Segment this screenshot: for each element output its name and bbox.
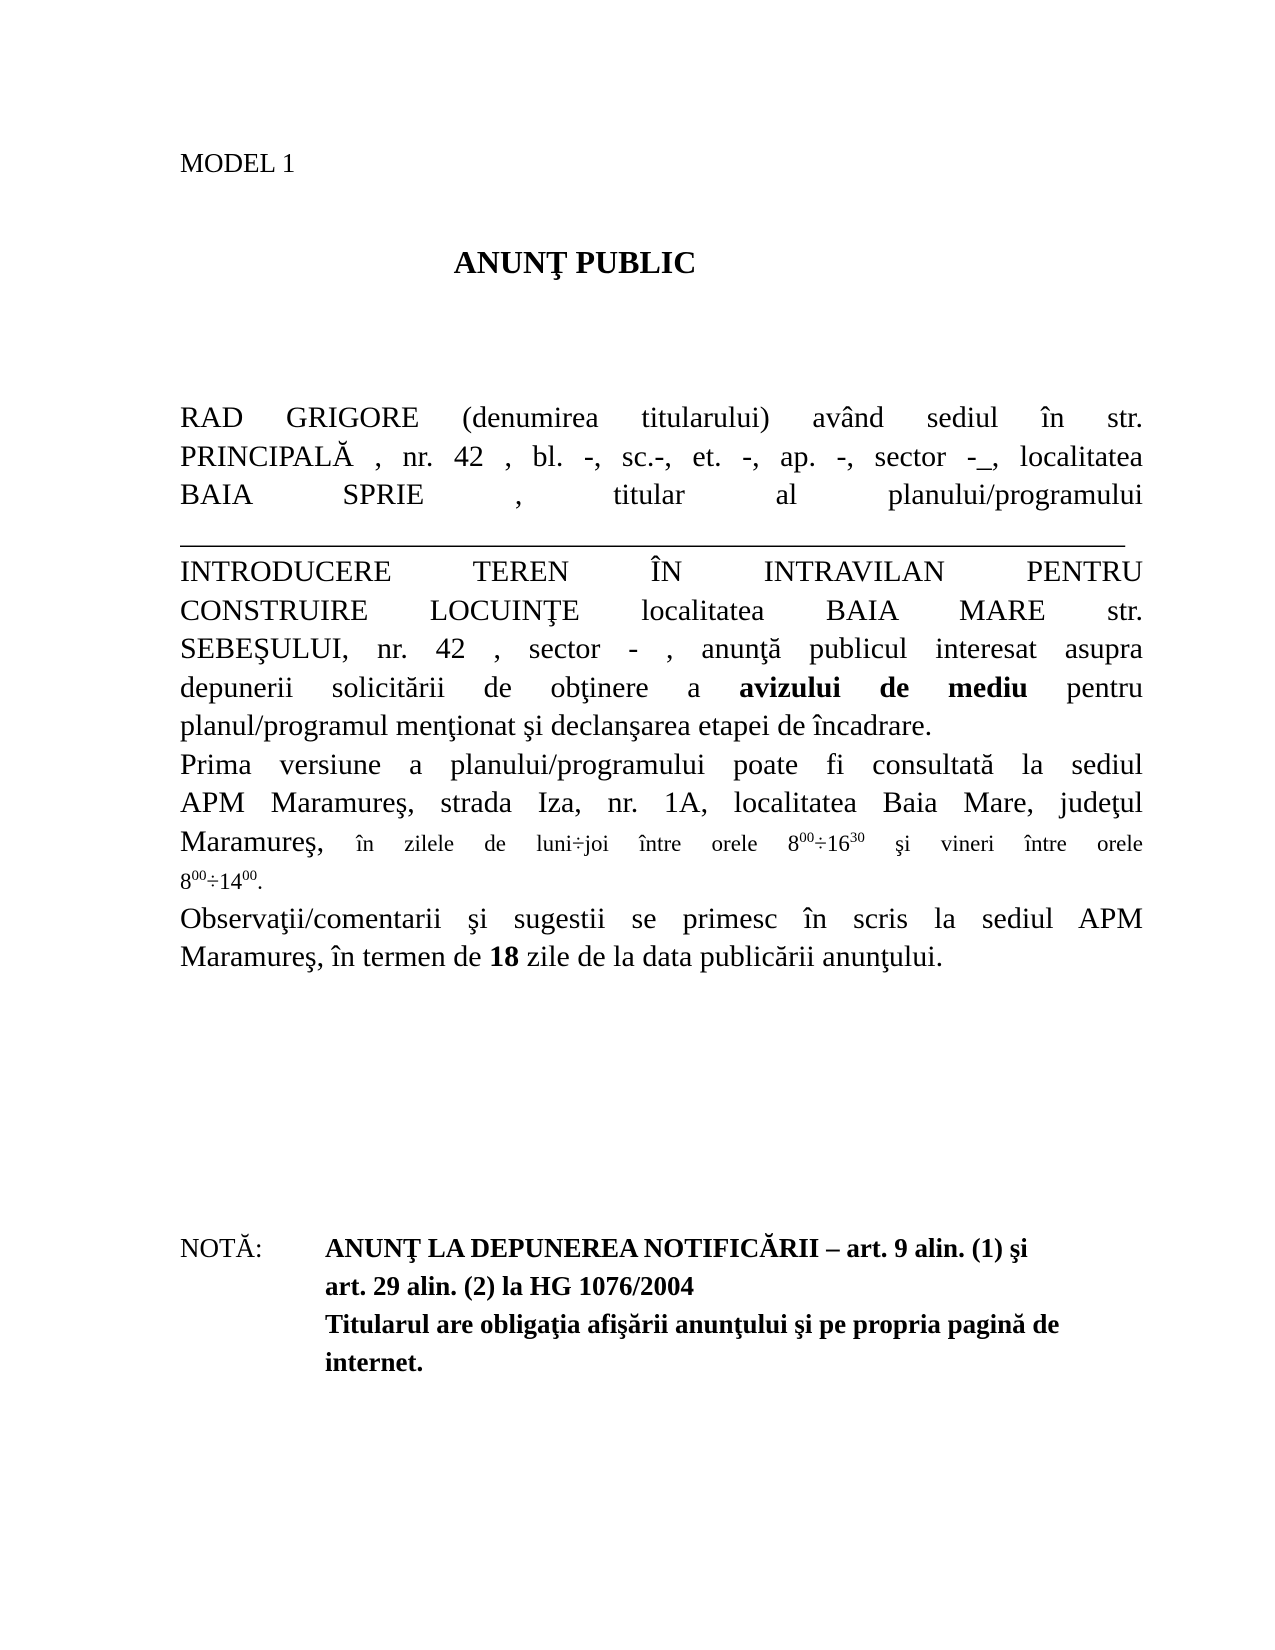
body-text-run: ÷14 [206,869,243,894]
note-text [325,1229,1140,1381]
body-text-run: în zilele de luni÷joi între orele 8 [356,830,800,856]
body-text-run: Maramureş, [180,824,357,858]
body-text-run: PRINCIPALĂ , nr. 42 , bl. -, sc.-, et. -, ap. -, sector -_, localitatea [180,439,1143,473]
body-line [180,438,1143,477]
body-line [180,823,1143,862]
body-text-run: pentru [1027,670,1143,704]
body-line [180,746,1143,785]
body-text-run: . [257,869,263,894]
underscore-fill-line [180,515,1143,554]
body-text-run: Observaţii/comentarii şi sugestii se primesc în scris la sediul APM [180,901,1143,935]
body-line [180,399,1143,438]
announcement-body [180,399,1143,977]
note-label: NOTĂ: [180,1233,263,1263]
body-text-run: Prima versiune a planului/programului poate fi consultată la sediul [180,747,1143,781]
body-text-run: RAD GRIGORE (denumirea titularului) având sediul în str. [180,401,1143,434]
document-title-wrap [180,242,970,282]
body-text-run: CONSTRUIRE LOCUINŢE localitatea BAIA MARE str. [180,593,1143,627]
body-text-run: 18 [489,940,520,973]
body-text-run: planul/programul menţionat şi declanşarea etapei de încadrare. [180,709,933,742]
body-text-run: şi vineri între orele [864,830,1143,856]
body-line [180,669,1143,708]
document-title: ANUNŢ PUBLIC [453,244,697,280]
body-text-run: _______________________________________________________________ [180,516,1125,550]
body-text-run: 00 [799,829,815,846]
body-text-run: 00 [242,868,258,884]
body-text-run: Maramureş, în termen de [180,940,490,973]
body-line [180,476,1143,515]
body-line [180,553,1143,592]
body-text-run: 00 [191,868,207,884]
body-text-run: avizului de mediu [739,670,1028,704]
note-block [180,1229,1140,1381]
note-line: art. 29 alin. (2) la HG 1076/2004 [325,1271,694,1301]
body-text-run: INTRODUCERE TEREN ÎN INTRAVILAN PENTRU [180,555,1143,588]
body-line [180,630,1143,669]
body-text-run: 30 [849,829,865,846]
body-text-run: 8 [180,869,192,894]
note-line: Titularul are obligaţia afişării anunţului şi pe propria pagină de [325,1309,1060,1339]
body-text-run: BAIA SPRIE , titular al planului/programului [180,478,1143,511]
note-line: ANUNŢ LA DEPUNEREA NOTIFICĂRII – art. 9 alin. (1) şi [325,1233,1028,1263]
body-text-run: ÷16 [814,830,850,856]
body-line [180,784,1143,823]
model-label: MODEL 1 [180,148,296,178]
body-line [180,592,1143,631]
body-text-run: SEBEŞULUI, nr. 42 , sector - , anunţă publicul interesat asupra [180,632,1143,665]
body-line [180,900,1143,939]
note-line: internet. [325,1347,424,1377]
body-text-run: depunerii solicitării de obţinere a [180,670,740,704]
body-text-run: zile de la data publicării anunţului. [519,940,944,973]
body-text-run: APM Maramureş, strada Iza, nr. 1A, localitatea Baia Mare, judeţul [180,786,1143,819]
